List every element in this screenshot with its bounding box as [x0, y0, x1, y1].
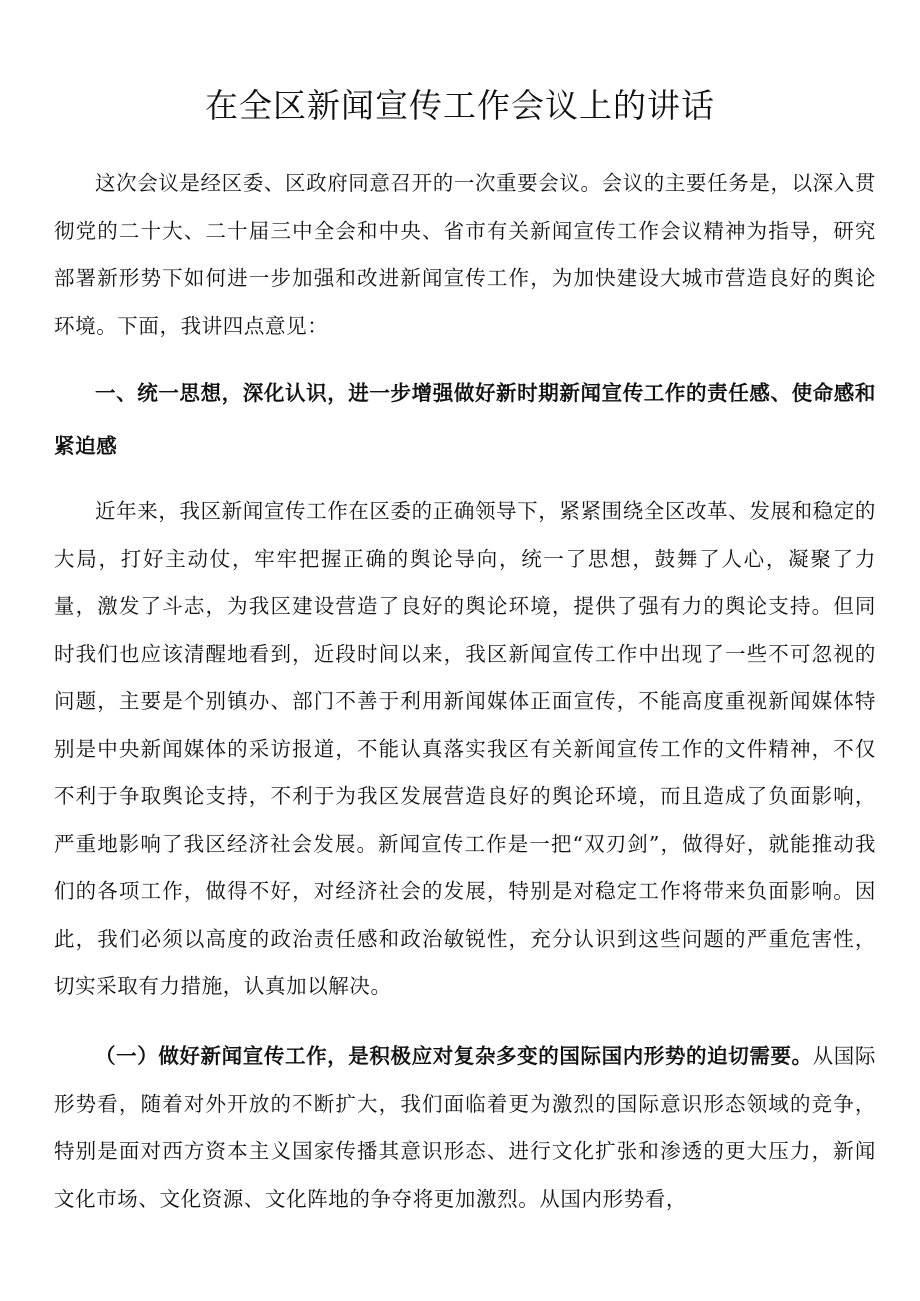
document-title: 在全区新闻宣传工作会议上的讲话: [205, 86, 715, 125]
subsection-one-paragraph: [54, 1033, 876, 1223]
intro-paragraph: 这次会议是经区委、区政府同意召开的一次重要会议。会议的主要任务是，以深入贯彻党的二十大、二十届三中全会和中央、省市有关新闻宣传工作会议精神为指导，研究部署新形势下如何进一步加强和改进新闻宣传工作，为加快建设大城市营造良好的舆论环境。下面，我讲四点意见：: [54, 171, 876, 338]
subsection-one-heading: （一）做好新闻宣传工作，是积极应对复杂多变的国际国内形势的迫切需要。: [95, 1044, 813, 1068]
section-one-paragraph: 近年来，我区新闻宣传工作在区委的正确领导下，紧紧围绕全区改革、发展和稳定的大局，打好主动仗，牢牢把握正确的舆论导向，统一了思想，鼓舞了人心，凝聚了力量，激发了斗志，为我区建设营造了良好的舆论环境，提供了强有力的舆论支持。但同时我们也应该清醒地看到，近段时间以来，我区新闻宣传工作中出现了一些不可忽视的问题，主要是个别镇办、部门不善于利用新闻媒体正面宣传，不能高度重视新闻媒体特别是中央新闻媒体的采访报道，不能认真落实我区有关新闻宣传工作的文件精神，不仅不利于争取舆论支持，不利于为我区发展营造良好的舆论环境，而且造成了负面影响，严重地影响了我区经济社会发展。新闻宣传工作是一把“双刃剑”，做得好，就能推动我们的各项工作，做得不好，对经济社会的发展，特别是对稳定工作将带来负面影响。因此，我们必须以高度的政治责任感和政治敏锐性，充分认识到这些问题的严重危害性，切实采取有力措施，认真加以解决。: [54, 499, 876, 998]
section-one-heading: 一、统一思想，深化认识，进一步增强做好新时期新闻宣传工作的责任感、使命感和紧迫感: [54, 381, 876, 458]
subsection-one-body: 从国际形势看，随着对外开放的不断扩大，我们面临着更为激烈的国际意识形态领域的竞争，特别是面对西方资本主义国家传播其意识形态、进行文化扩张和渗透的更大压力，新闻文化市场、文化资源、文化阵地的争夺将更加激烈。从国内形势看，: [54, 1044, 876, 1211]
